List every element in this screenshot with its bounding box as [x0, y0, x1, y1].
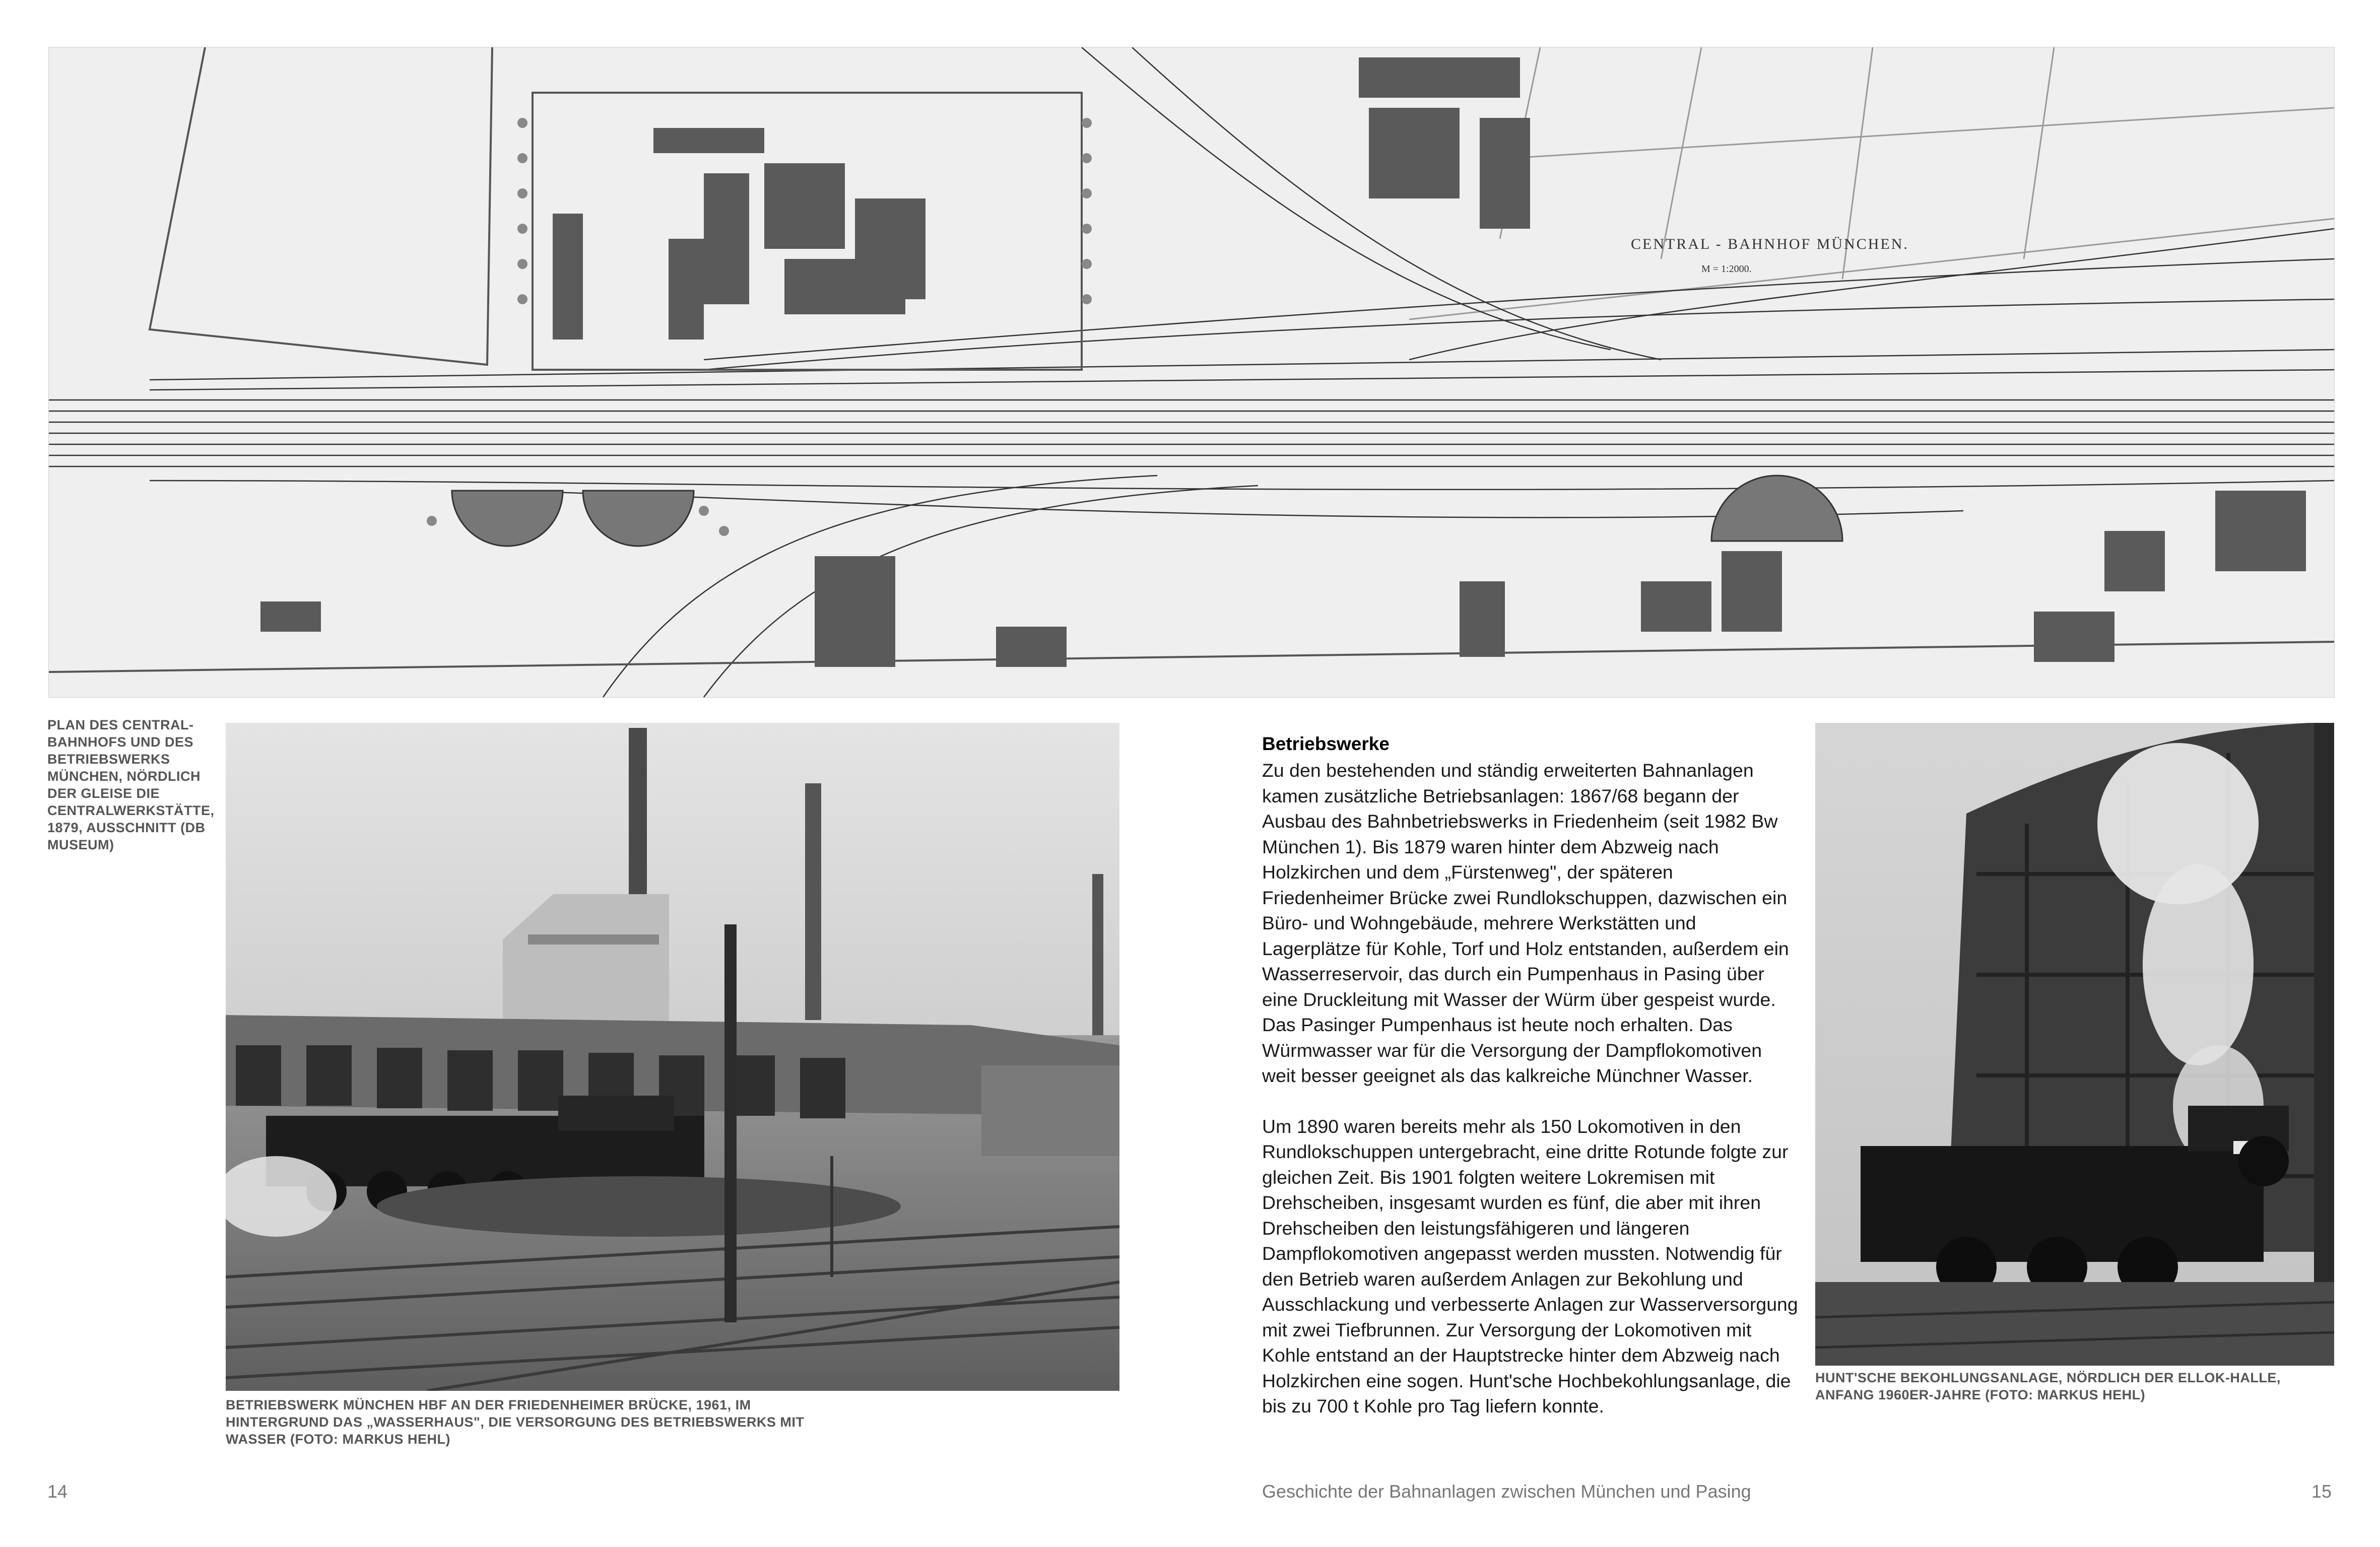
roundhouse-photo-caption: BETRIEBSWERK MÜNCHEN HBF AN DER FRIEDENHEIMER BRÜCKE, 1961, IM HINTERGRUND DAS „WASSERHAUS", DIE VERSORGUNG DES BETRIEBSWERKS MIT WASSER (FOTO: MARKUS HEHL): [226, 1397, 805, 1447]
article-body: [1262, 758, 1799, 1419]
map-station-label: CENTRAL - BAHNHOF MÜNCHEN.: [1631, 236, 1909, 252]
page-number-right: 15: [2311, 1481, 2332, 1502]
coaling-plant-photo-caption: HUNT'SCHE BEKOHLUNGSANLAGE, NÖRDLICH DER ELLOK-HALLE, ANFANG 1960ER-JAHRE (FOTO: MARKUS HEHL): [1815, 1370, 2281, 1402]
map-caption: PLAN DES CENTRAL-BAHNHOFS UND DES BETRIEBSWERKS MÜNCHEN, NÖRDLICH DER GLEISE DIE CENTRALWERKSTÄTTE, 1879, AUSSCHNITT (DB MUSEUM): [47, 717, 215, 852]
article-heading: Betriebswerke: [1262, 733, 1390, 754]
article-paragraph-2: Um 1890 waren bereits mehr als 150 Lokomotiven in den Rundlokschuppen untergebracht, eine dritte Rotunde folgte zur gleichen Zeit. Bis 1901 folgten weitere Lokremisen mit Drehscheiben, insgesamt wurden es fünf, die aber mit ihren Drehscheiben den leistungsfähigeren und längeren Dampflokomotiven angepasst werden mussten. Notwendig für den Betrieb waren außerdem Anlagen zur Bekohlung und Ausschlackung und verbesserte Anlagen zur Wasserversorgung mit zwei Tiefbrunnen. Zur Versorgung der Lokomotiven mit Kohle entstand an der Hauptstrecke hinter dem Abzweig nach Holzkirchen eine sogen. Hunt'sche Hochbekohlungsanlage, die bis zu 700 t Kohle pro Tag liefern konnte.: [1262, 1115, 1798, 1417]
roundhouse-photo: [226, 723, 1119, 1391]
article-paragraph-1: Zu den bestehenden und ständig erweiterten Bahnanlagen kamen zusätzliche Betriebsanlagen: 1867/68 begann der Ausbau des Bahnbetriebswerks in Friedenheim (seit 1982 Bw München 1). Bis 1879 waren hinter dem Abzweig nach Holzkirchen und dem „Fürstenweg", der späteren Friedenheimer Brücke zwei Rundlokschuppen, dazwischen ein Büro- und Wohngebäude, mehrere Werkstätten und Lagerplätze für Kohle, Torf und Holz entstanden, außerdem ein Wasserreservoir, das durch ein Pumpenhaus in Pasing über eine Druckleitung mit Wasser der Würm über gespeist wurde. Das Pasinger Pumpenhaus ist heute noch erhalten. Das Würmwasser war für die Versorgung der Dampflokomotiven weit besser geeignet als das kalkreiche Münchner Wasser.: [1262, 760, 1789, 1086]
page-number-left: 14: [47, 1481, 68, 1502]
running-title: Geschichte der Bahnanlagen zwischen München und Pasing: [1262, 1481, 1751, 1502]
map-scale-label: M = 1:2000.: [1701, 263, 1752, 275]
station-plan-map: [48, 47, 2335, 698]
coaling-plant-photo: [1815, 723, 2334, 1366]
station-plan-drawing: [49, 47, 2334, 697]
